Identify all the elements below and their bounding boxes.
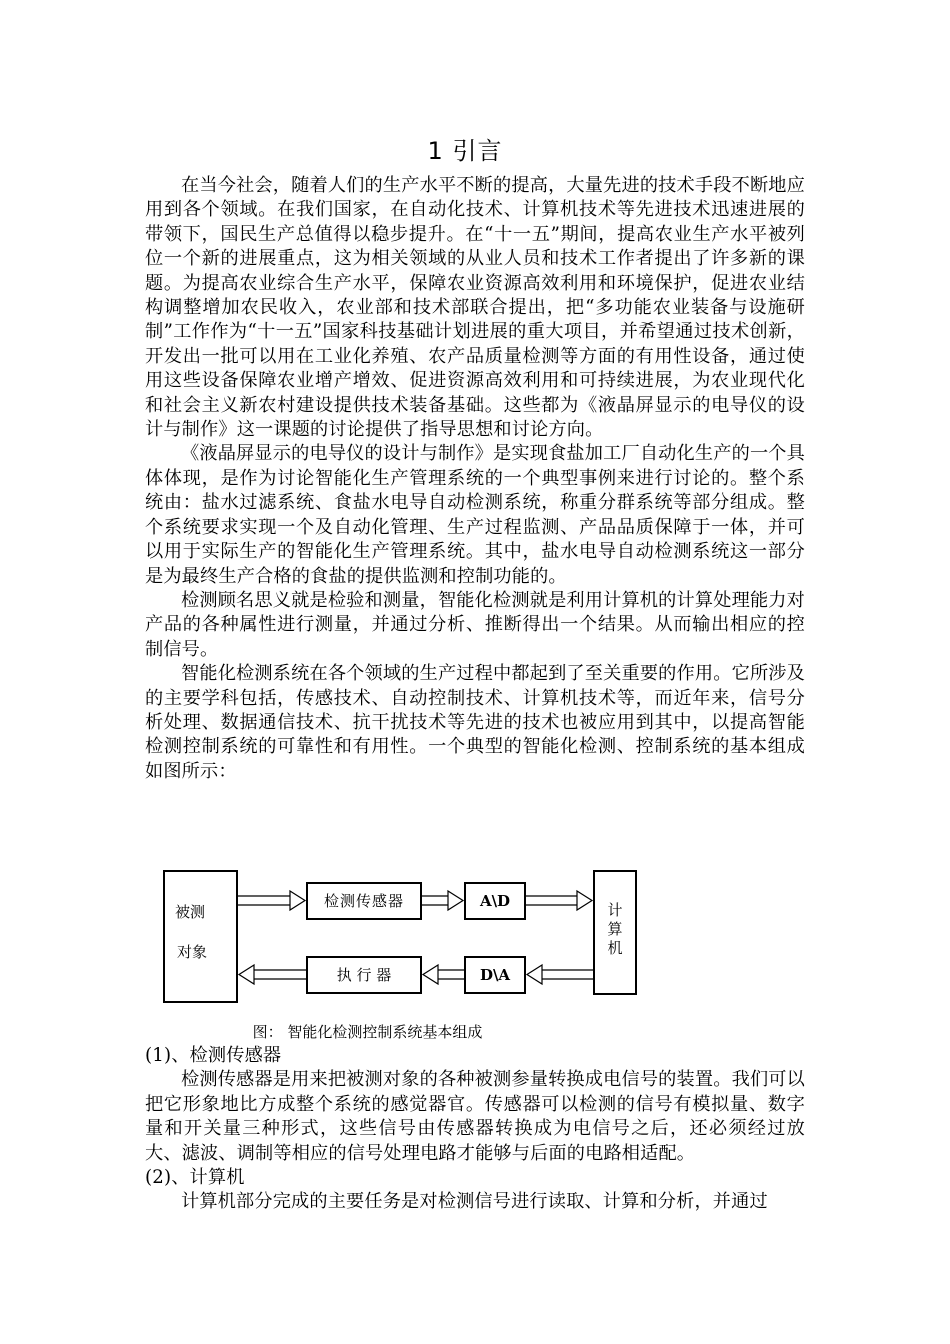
section-heading: (1)、检测传感器 bbox=[145, 1045, 282, 1066]
system-block-diagram bbox=[130, 860, 650, 1015]
paragraph: 《液晶屏显示的电导仪的设计与制作》是实现食盐加工厂自动化生产的一个具体体现，是作为讨论智能化生产管理系统的一个典型事例来进行讨论的。整个系统由：盐水过滤系统、食盐水电导自动检测系统，称重分群系统等部分组成。整个系统要求实现一个及自动化管理、生产过程监测、产品品质保障于一体，并可以用于实际生产的智能化生产管理系统。其中，盐水电导自动检测系统这一部分是为最终生产合格的食盐的提供监测和控制功能的。 bbox=[145, 443, 805, 587]
page-title: 1 引言 bbox=[427, 137, 503, 165]
measured-object-label: 对象 bbox=[177, 943, 208, 961]
intro-body bbox=[145, 174, 805, 784]
measured-object-box bbox=[164, 871, 237, 1002]
paragraph: 在当今社会，随着人们的生产水平不断的提高，大量先进的技术手段不断地应用到各个领域。在我们国家，在自动化技术、计算机技术等先进技术迅速进展的带领下，国民生产总值得以稳步提升。在“十一五”期间，提高农业生产水平被列位一个新的进展重点，这为相关领域的从业人员和技术工作者提出了许多新的课题。为提高农业综合生产水平，保障农业资源高效利用和环境保护，促进农业结构调整增加农民收入，农业部和技术部联合提出，把“多功能农业装备与设施研制”工作作为“十一五”国家科技基础计划进展的重大项目，并希望通过技术创新，开发出一批可以用在工业化养殖、农产品质量检测等方面的有用性设备，通过使用这些设备保障农业增产增效、促进资源高效利用和可持续进展，为农业现代化和社会主义新农村建设提供技术装备基础。这些都为《液晶屏显示的电导仪的设计与制作》这一课题的讨论提供了指导思想和讨论方向。 bbox=[145, 175, 805, 441]
sensor-label: 检测传感器 bbox=[323, 892, 405, 910]
da-converter-label: D\A bbox=[479, 966, 511, 984]
arrow-actuator-to-object bbox=[239, 965, 307, 984]
paragraph: 智能化检测系统在各个领域的生产过程中都起到了至关重要的作用。它所涉及的主要学科包括，传感技术、自动控制技术、计算机技术等，而近年来，信号分析处理、数据通信技术、抗干扰技术等先进的技术也被应用到其中，以提高智能检测控制系统的可靠性和有用性。一个典型的智能化检测、控制系统的基本组成如图所示： bbox=[145, 663, 805, 782]
arrow-object-to-sensor bbox=[237, 891, 305, 910]
computer-label: 计 bbox=[607, 901, 623, 919]
measured-object-label: 被测 bbox=[175, 903, 206, 921]
actuator-label: 执 行 器 bbox=[336, 966, 392, 984]
paragraph: 检测传感器是用来把被测对象的各种被测参量转换成电信号的装置。我们可以把它形象地比方成整个系统的感觉器官。传感器可以检测的信号有模拟量、数字量和开关量三种形式，这些信号由传感器转换成为电信号之后，还必须经过放大、滤波、调制等相应的信号处理电路才能够与后面的电路相适配。 bbox=[145, 1069, 805, 1164]
computer-label: 机 bbox=[607, 939, 623, 957]
ad-converter-label: A\D bbox=[479, 892, 511, 910]
block-diagram-svg bbox=[130, 860, 650, 1010]
arrow-da-to-actuator bbox=[423, 965, 465, 984]
section-heading: (2)、计算机 bbox=[145, 1167, 245, 1188]
paragraph: 计算机部分完成的主要任务是对检测信号进行读取、计算和分析，并通过 bbox=[181, 1191, 768, 1213]
figure-caption: 图： 智能化检测控制系统基本组成 bbox=[252, 1023, 483, 1041]
arrow-ad-to-computer bbox=[525, 891, 592, 910]
section-sensor bbox=[145, 1044, 805, 1166]
computer-label: 算 bbox=[607, 920, 623, 938]
paragraph: 检测顾名思义就是检验和测量，智能化检测就是利用计算机的计算处理能力对产品的各种属性进行测量，并通过分析、推断得出一个结果。从而输出相应的控制信号。 bbox=[145, 589, 805, 660]
arrow-computer-to-da bbox=[527, 965, 594, 984]
arrow-sensor-to-ad bbox=[421, 891, 463, 910]
section-computer bbox=[145, 1166, 805, 1215]
